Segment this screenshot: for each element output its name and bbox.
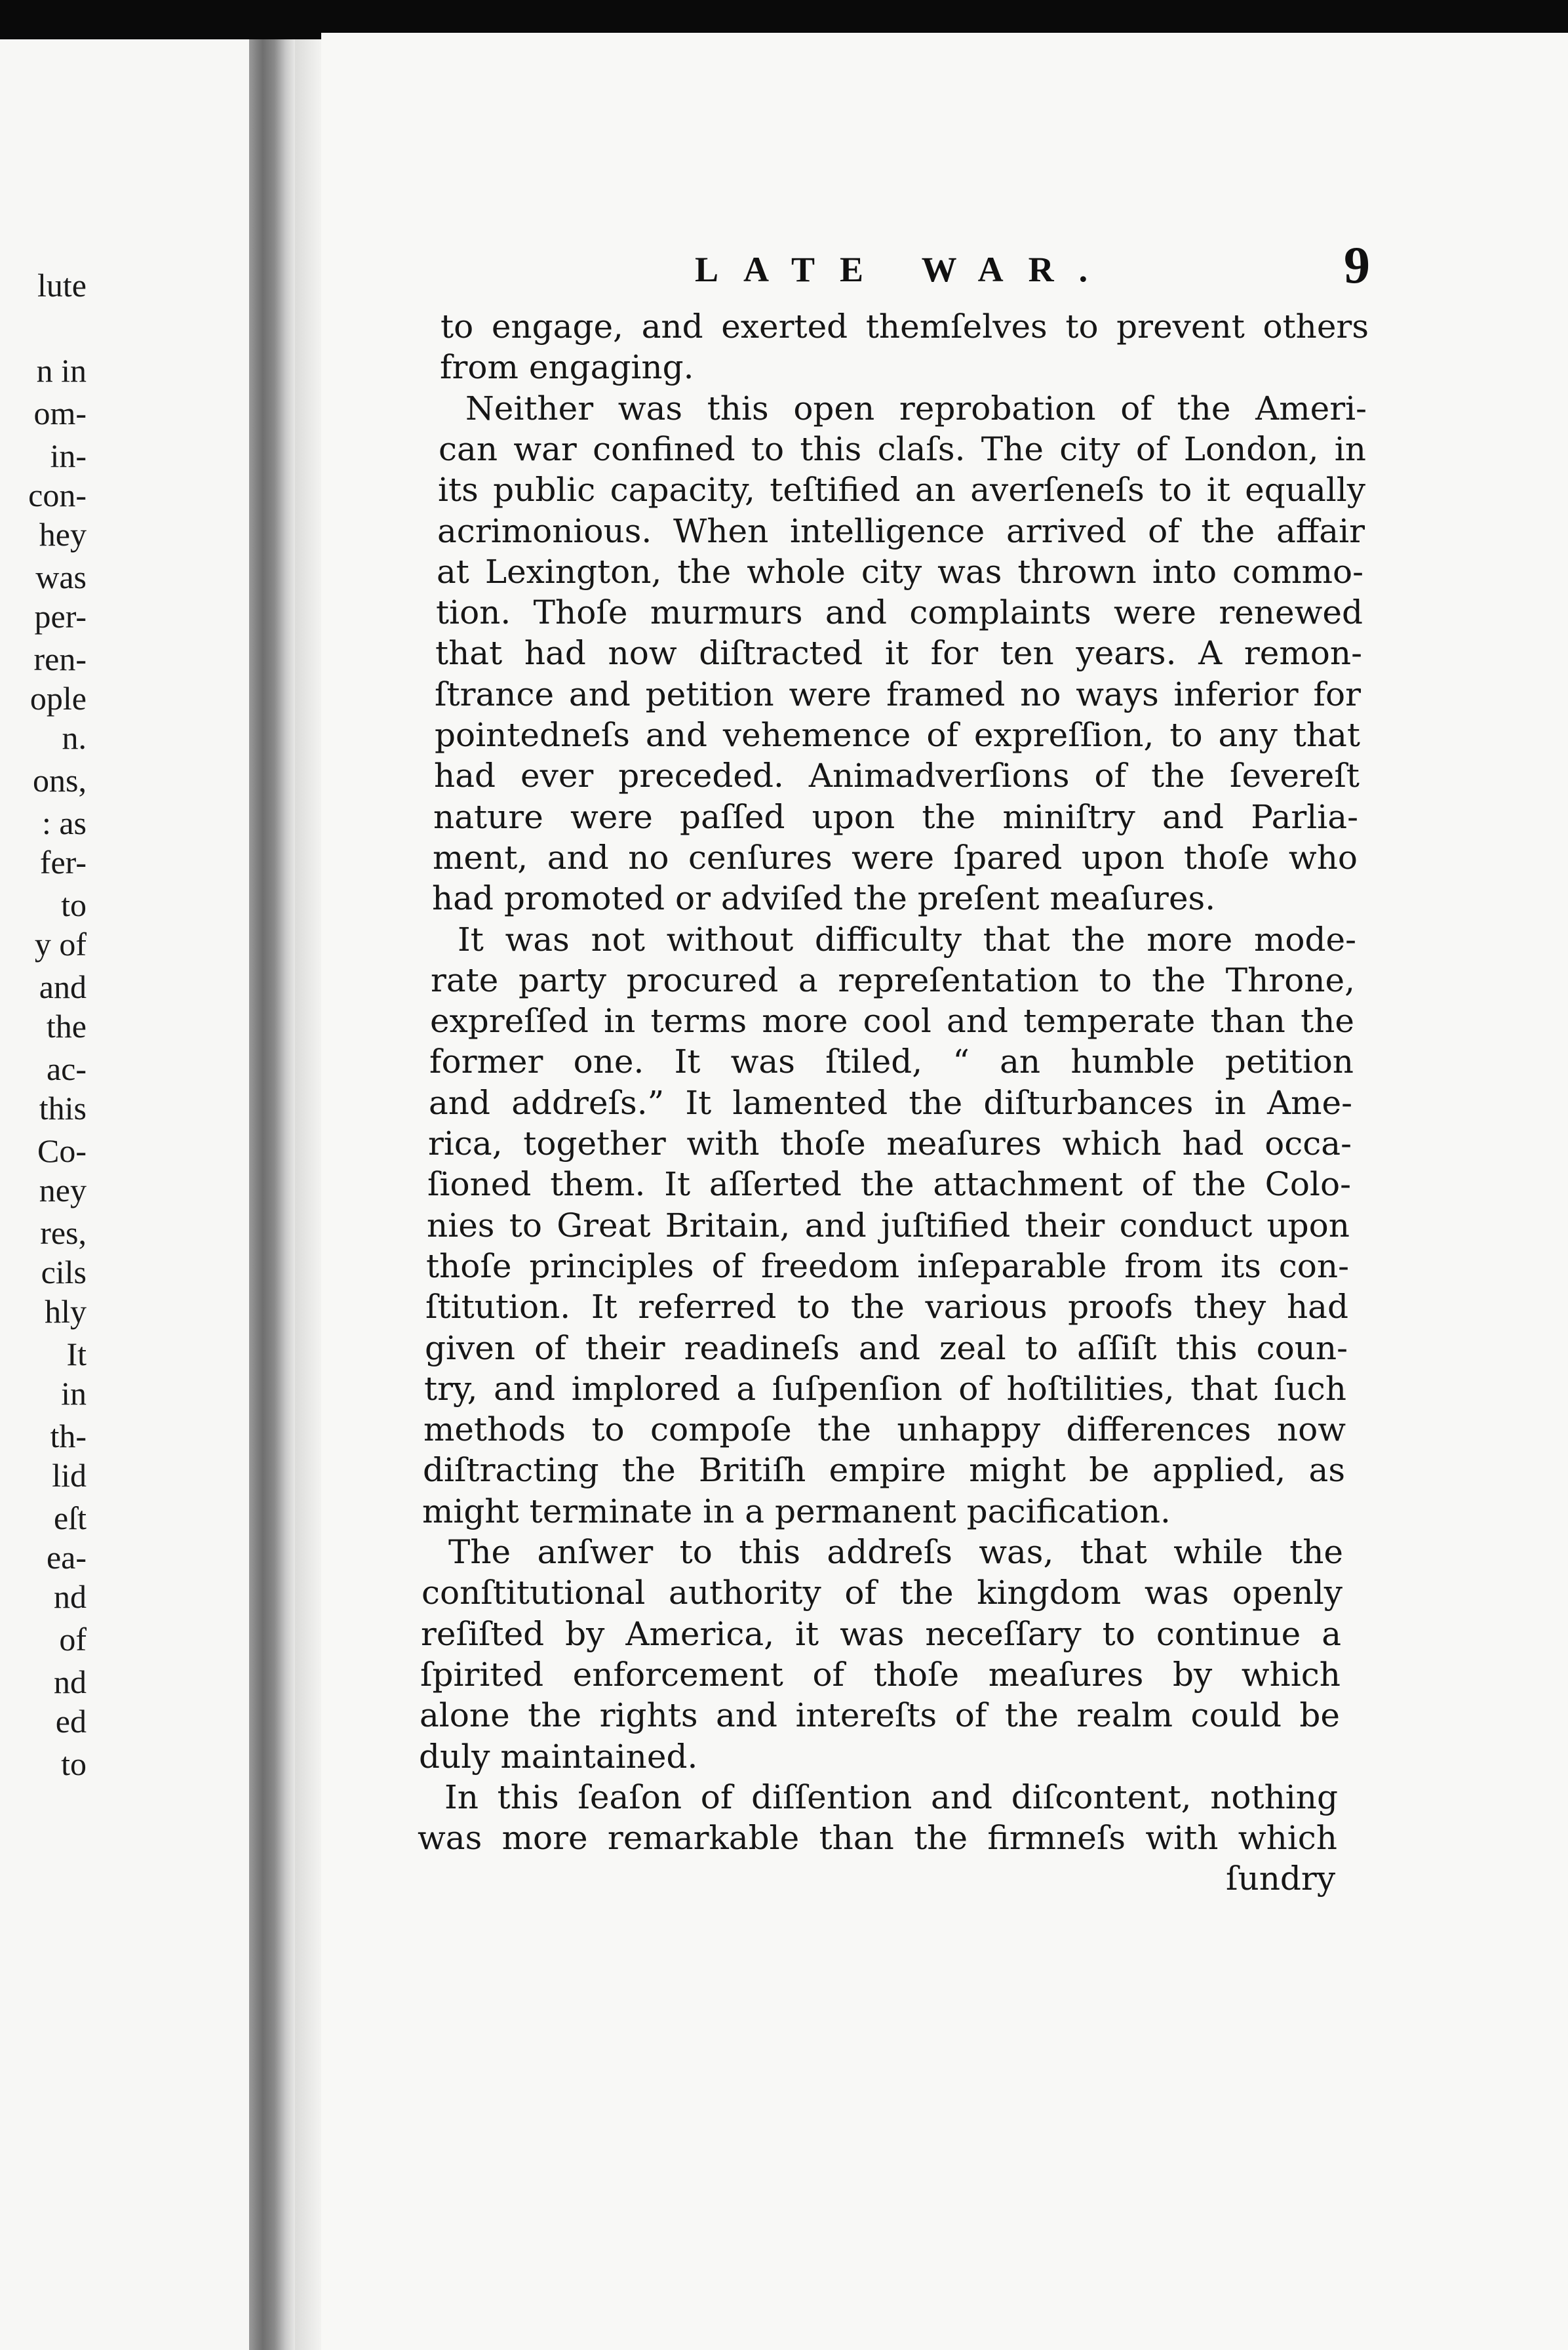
text-line: at Lexington, the whole city was thrown into commo- (437, 553, 1363, 591)
text-line: ſtrance and petition were framed no ways inferior for (435, 675, 1361, 713)
left-page-line-fragment: n. (62, 719, 87, 756)
left-page-line-fragment: ea- (46, 1539, 87, 1576)
left-page-line-fragment: ons, (33, 762, 87, 799)
text-line: its public capacity, teſtified an averſeneſs to it equally (438, 471, 1365, 509)
text-line: to engage, and exerted themſelves to prevent others (441, 308, 1369, 346)
text-line: expreſſed in terms more cool and temperate than the (430, 1002, 1354, 1040)
left-page-line-fragment: con- (28, 477, 87, 513)
text-line: ment, and no cenſures were ſpared upon thoſe who (433, 839, 1358, 877)
left-page-line-fragment: th- (50, 1418, 87, 1454)
left-page-line-fragment: nd (54, 1578, 87, 1615)
text-line: from engaging. (440, 348, 694, 386)
text-line: methods to compoſe the unhappy differences now (423, 1410, 1346, 1448)
text-line: In this ſeaſon of diſſention and diſcontent, nothing (444, 1778, 1338, 1816)
left-page-line-fragment: : as (41, 805, 87, 841)
text-line: might terminate in a permanent pacification. (422, 1492, 1171, 1530)
text-line: diſtracting the Britiſh empire might be applied, as (423, 1451, 1345, 1489)
left-page-line-fragment: ac- (46, 1050, 87, 1087)
text-line: had promoted or adviſed the preſent meaſures. (432, 879, 1216, 917)
left-page-line-fragment: fer- (39, 844, 87, 881)
text-line: Neither was this open reprobation of the Ameri- (465, 389, 1367, 428)
text-line: ſtitution. It referred to the various proofs they had (425, 1288, 1348, 1326)
left-page-line-fragment: om- (33, 395, 87, 431)
left-page-line-fragment: to (61, 1745, 87, 1782)
left-page-line-fragment: It (66, 1336, 87, 1372)
text-line: ſioned them. It aſſerted the attachment of the Colo- (427, 1165, 1351, 1203)
text-line: rica, together with thoſe meaſures which had occa- (428, 1125, 1352, 1163)
text-line: tion. Thoſe murmurs and complaints were renewed (436, 593, 1363, 631)
text-line: conſtitutional authority of the kingdom was openly (421, 1574, 1343, 1612)
page-number: 9 (1344, 237, 1370, 294)
left-page-line-fragment: of (59, 1621, 87, 1658)
left-page-line-fragment: ren- (33, 641, 87, 677)
left-page-line-fragment: ed (55, 1703, 87, 1740)
left-page-line-fragment: hey (39, 516, 87, 553)
text-line: former one. It was ſtiled, “ an humble petition (429, 1043, 1354, 1081)
left-page-line-fragment: nd (54, 1663, 87, 1700)
left-page-line-fragment: y of (34, 926, 87, 963)
left-page-line-fragment: eſt (54, 1500, 87, 1536)
text-line: thoſe principles of freedom inſeparable from its con- (426, 1247, 1349, 1285)
left-page-line-fragment: lid (52, 1457, 87, 1494)
left-page-line-fragment: in (61, 1375, 87, 1412)
text-line: acrimonious. When intelligence arrived of the affair (437, 512, 1365, 550)
left-page-line-fragment: lute (37, 267, 87, 304)
left-page-line-fragment: hly (45, 1293, 87, 1330)
left-page-line-fragment: per- (34, 598, 87, 635)
text-line: can war confined to this claſs. The city of London, in (439, 430, 1366, 468)
left-page-line-fragment: res, (40, 1214, 87, 1251)
text-line: rate party procured a repreſentation to the Throne, (431, 961, 1355, 999)
running-head: LATE WAR. (695, 250, 1113, 289)
text-line: nies to Great Britain, and juſtified their conduct upon (427, 1206, 1350, 1245)
text-line: given of their readineſs and zeal to aſſiſt this coun- (425, 1329, 1348, 1367)
text-line: that had now diſtracted it for ten years. A remon- (435, 634, 1362, 672)
text-line: was more remarkable than the firmneſs with which (418, 1819, 1337, 1857)
left-page-line-fragment: n in (36, 352, 87, 389)
left-page-line-fragment: Co- (37, 1132, 87, 1169)
text-line: nature were paſſed upon the miniſtry and Parlia- (433, 798, 1358, 836)
left-page-line-fragment: in- (50, 437, 87, 474)
text-line: The anſwer to this addreſs was, that while the (448, 1533, 1343, 1571)
left-page-line-fragment: and (39, 968, 87, 1005)
text-line: duly maintained. (419, 1738, 698, 1776)
text-line: reſiſted by America, it was neceſſary to continue a (421, 1615, 1341, 1653)
text-line: try, and implored a ſuſpenſion of hoſtilities, that ſuch (424, 1370, 1346, 1408)
left-page-line-fragment: cils (41, 1254, 87, 1290)
left-page-line-fragment: the (46, 1008, 87, 1045)
text-line: ſundry (1226, 1860, 1336, 1898)
text-line: alone the rights and intereſts of the realm could be (420, 1696, 1340, 1734)
text-line: had ever preceded. Animadverſions of the ſevereſt (434, 757, 1360, 795)
text-line: ſpirited enforcement of thoſe meaſures by which (420, 1656, 1341, 1694)
left-page-line-fragment: ney (39, 1172, 87, 1208)
text-line: and addreſs.” It lamented the diſturbances in Ame- (429, 1084, 1352, 1122)
left-page-line-fragment: was (35, 559, 87, 595)
text-line: pointedneſs and vehemence of expreſſion, to any that (435, 716, 1360, 754)
text-line: It was not without difficulty that the more mode- (458, 921, 1356, 959)
left-page-line-fragment: to (61, 886, 87, 923)
left-page-line-fragment: this (39, 1090, 87, 1126)
left-page-line-fragment: ople (29, 680, 87, 717)
